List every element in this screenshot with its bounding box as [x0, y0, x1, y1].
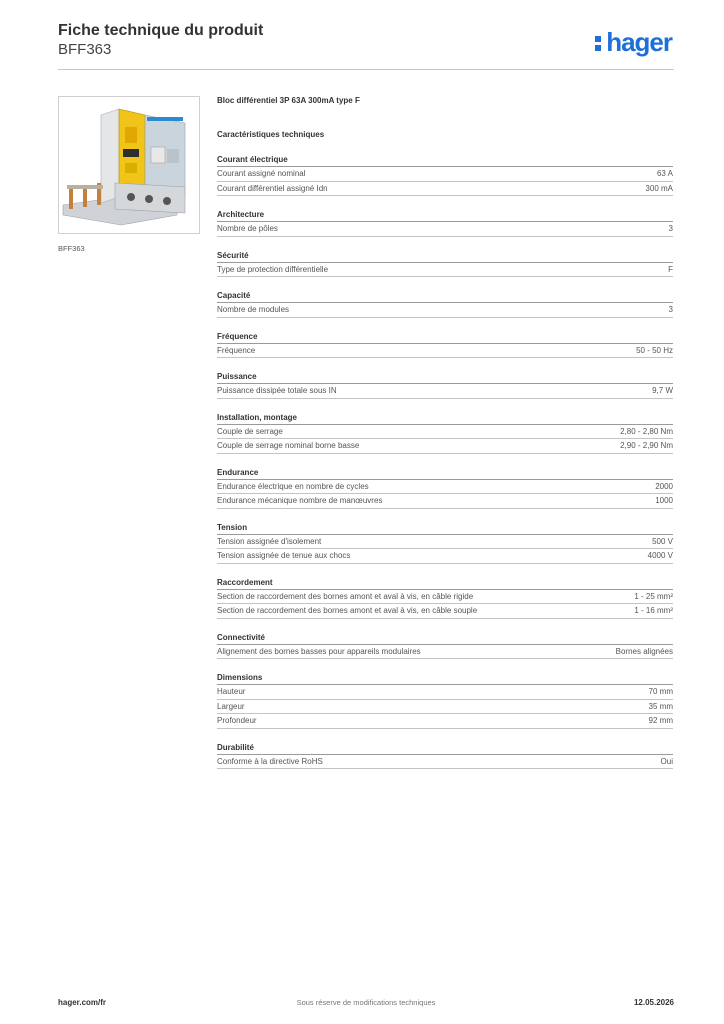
document-title: Fiche technique du produit — [58, 22, 264, 39]
spec-row — [217, 590, 673, 605]
spec-label: Hauteur — [217, 687, 246, 696]
spec-section — [217, 577, 673, 619]
spec-value: 2,90 - 2,90 Nm — [620, 441, 673, 450]
spec-section — [217, 467, 673, 509]
spec-value: 300 mA — [645, 183, 673, 193]
header-divider — [58, 69, 674, 70]
spec-label: Tension assignée d'isolement — [217, 536, 322, 546]
spec-row — [217, 303, 673, 318]
image-caption: BFF363 — [58, 244, 85, 253]
spec-section — [217, 742, 673, 770]
spec-section — [217, 371, 673, 399]
spec-label: Endurance mécanique nombre de manœuvres — [217, 496, 383, 505]
spec-value: 63 A — [656, 169, 673, 178]
spec-row — [217, 700, 673, 715]
spec-row — [217, 685, 673, 700]
spec-label: Fréquence — [217, 345, 256, 355]
spec-label: Nombre de modules — [217, 305, 290, 314]
spec-section — [217, 154, 673, 196]
section-title: Dimensions — [217, 672, 673, 685]
section-title: Courant électrique — [217, 154, 673, 167]
logo-text: hager — [606, 27, 672, 57]
spec-value: 3 — [668, 224, 673, 233]
spec-label: Type de protection différentielle — [217, 264, 329, 274]
section-title: Connectivité — [217, 632, 673, 645]
spec-label: Puissance dissipée totale sous IN — [217, 386, 337, 395]
section-title: Architecture — [217, 209, 673, 222]
spec-value: 92 mm — [648, 716, 673, 725]
spec-section — [217, 290, 673, 318]
section-title: Puissance — [217, 371, 673, 384]
spec-row — [217, 604, 673, 619]
spec-section — [217, 522, 673, 564]
spec-section — [217, 632, 673, 660]
spec-row — [217, 182, 673, 197]
spec-value: 70 mm — [648, 687, 673, 696]
product-name: Bloc différentiel 3P 63A 300mA type F — [217, 96, 360, 105]
spec-row — [217, 535, 673, 550]
spec-label: Courant assigné nominal — [217, 169, 306, 178]
spec-label: Endurance électrique en nombre de cycles — [217, 481, 369, 491]
spec-label: Courant différentiel assigné Idn — [217, 183, 328, 193]
spec-value: 500 V — [652, 536, 673, 546]
spec-section — [217, 209, 673, 237]
spec-value: 3 — [668, 305, 673, 314]
page-header — [58, 20, 674, 70]
spec-value: 50 - 50 Hz — [636, 345, 673, 355]
spec-row — [217, 439, 673, 454]
spec-row — [217, 384, 673, 399]
spec-value: 2000 — [655, 481, 673, 491]
spec-value: 4000 V — [647, 551, 673, 560]
spec-value: 1 - 25 mm² — [634, 591, 673, 601]
spec-value: Bornes alignées — [615, 646, 673, 656]
spec-row — [217, 263, 673, 278]
spec-row — [217, 222, 673, 237]
spec-row — [217, 755, 673, 770]
spec-label: Tension assignée de tenue aux chocs — [217, 551, 351, 560]
spec-value: 1000 — [655, 496, 673, 505]
spec-value: Oui — [660, 756, 673, 766]
product-reference: BFF363 — [58, 41, 112, 58]
spec-row — [217, 344, 673, 359]
section-title: Sécurité — [217, 250, 673, 263]
section-title: Capacité — [217, 290, 673, 303]
product-image — [58, 96, 200, 234]
spec-label: Conforme à la directive RoHS — [217, 756, 323, 766]
spec-label: Alignement des bornes basses pour appareils modulaires — [217, 646, 421, 656]
spec-row — [217, 549, 673, 564]
spec-label: Section de raccordement des bornes amont et aval à vis, en câble souple — [217, 606, 478, 615]
section-title: Fréquence — [217, 331, 673, 344]
spec-value: F — [668, 264, 673, 274]
spec-row — [217, 480, 673, 495]
spec-section — [217, 250, 673, 278]
spec-label: Largeur — [217, 701, 245, 711]
section-title: Installation, montage — [217, 412, 673, 425]
spec-value: 2,80 - 2,80 Nm — [620, 426, 673, 436]
section-title: Durabilité — [217, 742, 673, 755]
spec-section — [217, 331, 673, 359]
spec-content — [217, 95, 673, 769]
spec-value: 9,7 W — [652, 386, 673, 395]
spec-heading: Caractéristiques techniques — [217, 130, 325, 139]
spec-section — [217, 672, 673, 729]
spec-row — [217, 494, 673, 509]
spec-sections — [217, 154, 673, 769]
section-title: Endurance — [217, 467, 673, 480]
spec-row — [217, 425, 673, 440]
residual-current-block-picture — [59, 97, 199, 233]
logo-colon-icon — [593, 33, 605, 51]
spec-value: 35 mm — [648, 701, 673, 711]
section-title: Tension — [217, 522, 673, 535]
footer-date: 12.05.2026 — [633, 998, 674, 1007]
hager-logo[interactable] — [593, 28, 672, 56]
spec-label: Nombre de pôles — [217, 224, 278, 233]
spec-section — [217, 412, 673, 454]
spec-value: 1 - 16 mm² — [634, 606, 673, 615]
section-title: Raccordement — [217, 577, 673, 590]
footer-disclaimer: Sous réserve de modifications techniques — [296, 998, 436, 1007]
spec-label: Couple de serrage — [217, 426, 283, 436]
spec-row — [217, 714, 673, 729]
footer-website-link[interactable]: hager.com/fr — [58, 998, 107, 1007]
spec-row — [217, 645, 673, 660]
spec-row — [217, 167, 673, 182]
spec-label: Profondeur — [217, 716, 257, 725]
spec-label: Couple de serrage nominal borne basse — [217, 441, 360, 450]
spec-label: Section de raccordement des bornes amont et aval à vis, en câble rigide — [217, 591, 474, 601]
